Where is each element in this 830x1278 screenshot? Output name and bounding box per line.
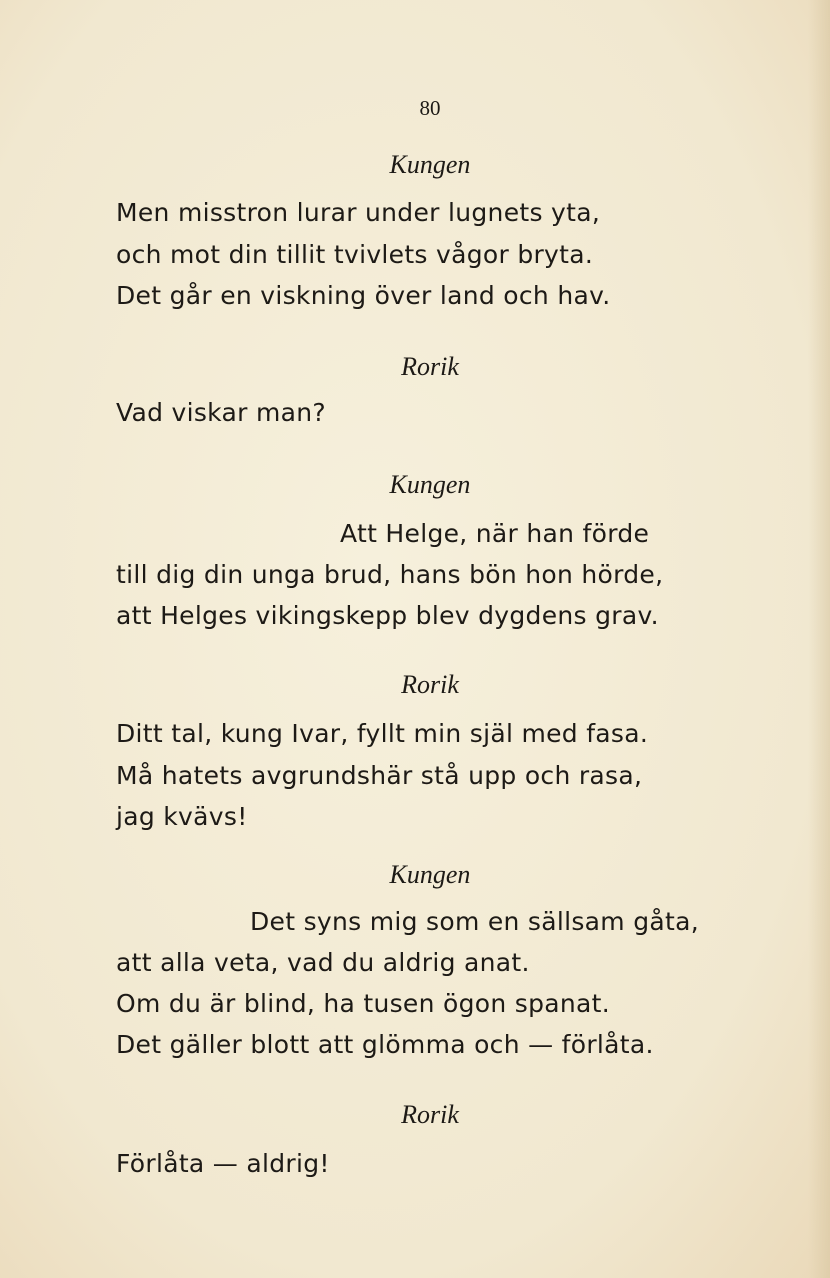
verse-line: Ditt tal, kung Ivar, fyllt min själ med fasa.	[116, 719, 649, 748]
verse-line: Det går en viskning över land och hav.	[116, 281, 611, 310]
speaker-name: Rorik	[401, 1100, 459, 1129]
verse-line: Förlåta — aldrig!	[116, 1149, 330, 1178]
page-edge-shadow	[808, 0, 830, 1278]
verse-line: Vad viskar man?	[116, 398, 326, 427]
speaker-name: Kungen	[389, 150, 471, 179]
verse-line: och mot din tillit tvivlets vågor bryta.	[116, 240, 594, 269]
verse-line: Det gäller blott att glömma och — förlåta.	[116, 1030, 654, 1059]
page-number: 80	[419, 96, 441, 120]
verse-line: Om du är blind, ha tusen ögon spanat.	[116, 989, 610, 1018]
speaker-name: Kungen	[389, 860, 471, 889]
speaker-name: Rorik	[401, 352, 459, 381]
speaker-name: Kungen	[389, 470, 471, 499]
verse-line: att Helges vikingskepp blev dygdens grav.	[116, 601, 659, 630]
verse-line: Att Helge, när han förde	[340, 519, 650, 548]
speaker-name: Rorik	[401, 670, 459, 699]
verse-line: Men misstron lurar under lugnets yta,	[116, 198, 601, 227]
verse-line: Det syns mig som en sällsam gåta,	[250, 907, 699, 936]
verse-line: Må hatets avgrundshär stå upp och rasa,	[116, 761, 643, 790]
verse-line: jag kvävs!	[116, 802, 248, 831]
verse-line: att alla veta, vad du aldrig anat.	[116, 948, 530, 977]
verse-line: till dig din unga brud, hans bön hon hörde,	[116, 560, 664, 589]
